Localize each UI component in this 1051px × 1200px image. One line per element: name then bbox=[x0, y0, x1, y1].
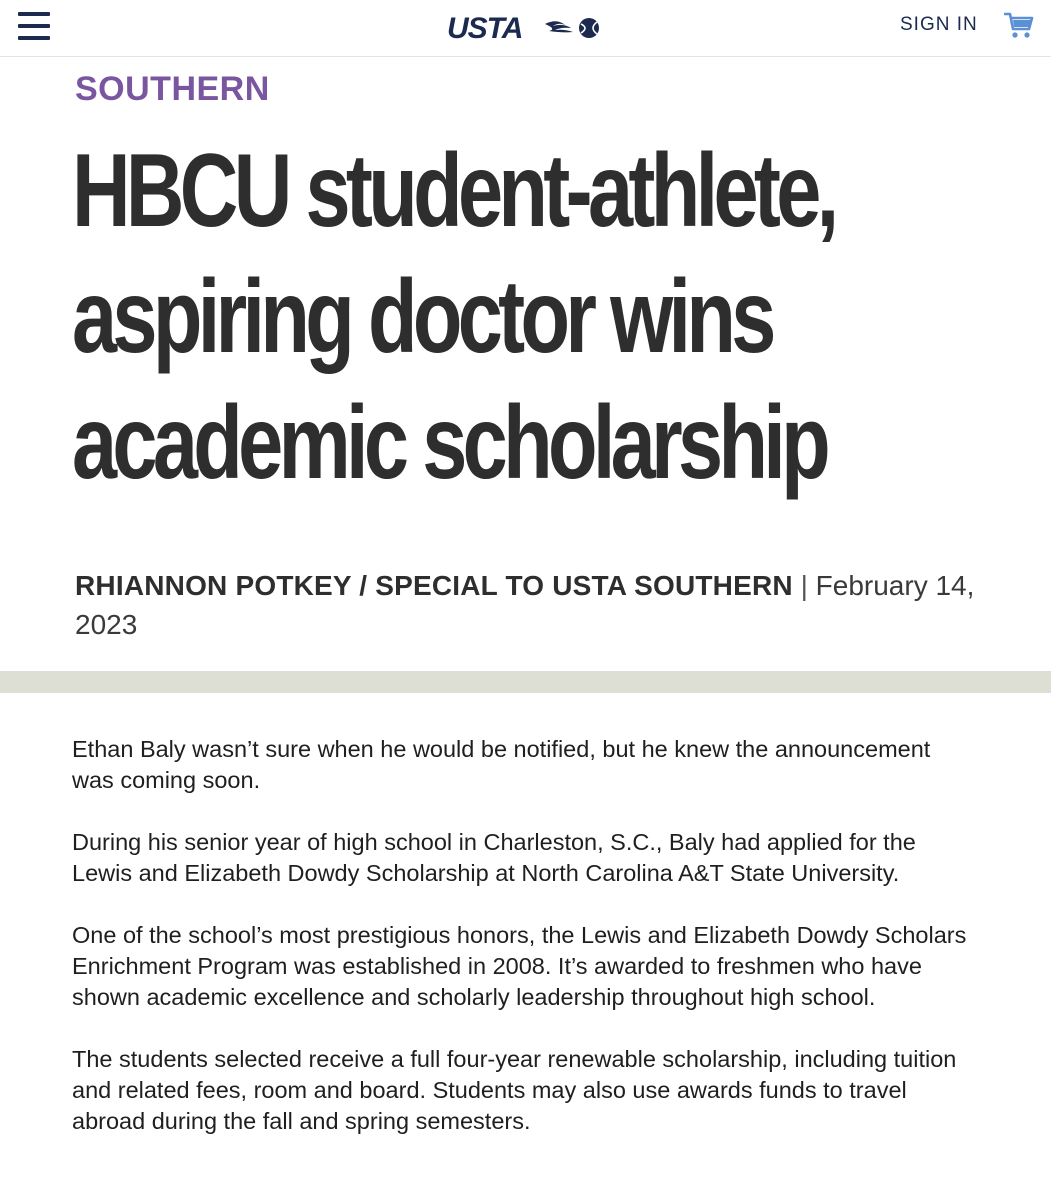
headline-line: HBCU student-athlete, bbox=[72, 133, 835, 249]
shopping-cart-icon[interactable] bbox=[1004, 11, 1034, 39]
author-name[interactable]: RHIANNON POTKEY / SPECIAL TO USTA SOUTHERN bbox=[75, 570, 793, 601]
section-divider bbox=[0, 671, 1051, 693]
category-link[interactable]: SOUTHERN bbox=[75, 70, 270, 108]
headline-line: aspiring doctor wins bbox=[72, 259, 772, 375]
headline-line: academic scholarship bbox=[72, 385, 827, 501]
usta-logo[interactable] bbox=[447, 12, 607, 46]
article-paragraph: During his senior year of high school in Charleston, S.C., Baly had applied for the Lewis and Elizabeth Dowdy Scholarship at North Carolina A&T State University. bbox=[72, 829, 916, 886]
article-paragraph: The students selected receive a full four-year renewable scholarship, including tuition and related fees, room and board. Students may also use awards funds to travel abroad during the fall and spring semesters. bbox=[72, 1046, 957, 1134]
article-paragraph: One of the school’s most prestigious honors, the Lewis and Elizabeth Dowdy Scholars Enrichment Program was established in 2008. It’s awarded to freshmen who have shown academic excellence and scholarly leadership throughout high school. bbox=[72, 922, 967, 1010]
byline-separator: | bbox=[792, 570, 816, 601]
sign-in-link[interactable]: SIGN IN bbox=[900, 14, 978, 35]
hamburger-menu-icon[interactable] bbox=[18, 12, 50, 40]
article-headline bbox=[72, 128, 1031, 506]
article-byline bbox=[75, 566, 995, 644]
logo-text: USTA bbox=[447, 12, 523, 45]
article-paragraph: Ethan Baly wasn’t sure when he would be notified, but he knew the announcement was coming soon. bbox=[72, 736, 931, 793]
publish-date: February 14, 2023 bbox=[75, 570, 975, 640]
article-body bbox=[72, 734, 972, 1168]
top-navigation-bar bbox=[0, 0, 1051, 57]
tennis-ball-flame-icon bbox=[543, 16, 605, 40]
